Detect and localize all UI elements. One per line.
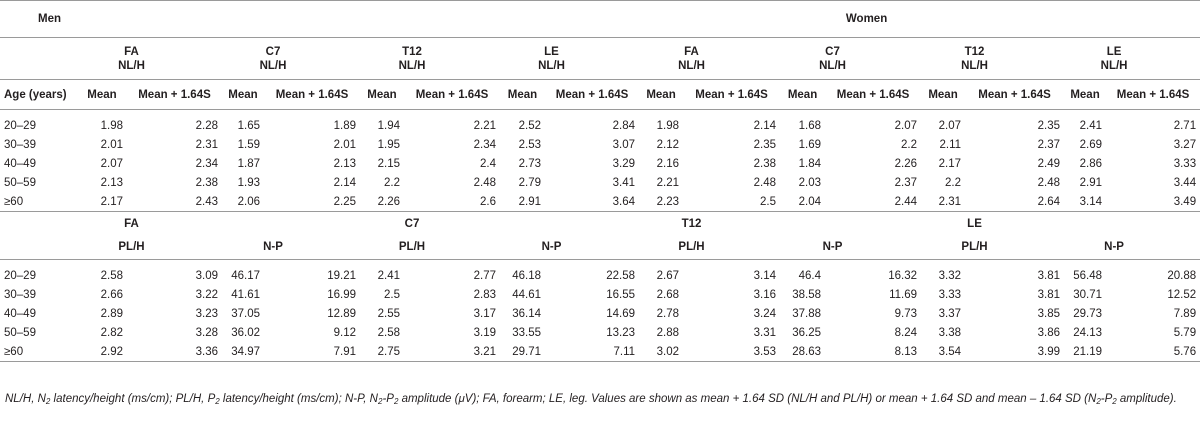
mean-sd-column-header: Mean + 1.64S (127, 80, 222, 110)
bottom-site-header: LE (921, 212, 1064, 236)
mean-sd-column-header: Mean + 1.64S (683, 80, 780, 110)
top-data-body (0, 110, 1200, 212)
value-cell: 2.34 (195, 158, 218, 170)
value-cell: 2.48 (473, 177, 496, 189)
value-cell: 12.52 (1167, 289, 1197, 301)
value-cell: 3.81 (1037, 289, 1061, 301)
bottom-measure-header: PL/H (77, 236, 222, 260)
value-cell: 3.64 (545, 193, 639, 212)
table-row (0, 193, 1200, 212)
table-row (0, 260, 1200, 286)
value-cell: 2.07 (938, 120, 962, 133)
value-cell: 2.13 (333, 158, 356, 170)
value-cell: 2.23 (639, 193, 683, 212)
value-cell: 2.31 (921, 193, 965, 212)
value-cell: 24.13 (1073, 327, 1103, 339)
value-cell: 2.92 (77, 343, 127, 362)
value-cell: 37.05 (231, 308, 260, 320)
site-header: LE NL/H (1100, 45, 1128, 72)
value-cell: 2.49 (1037, 158, 1061, 170)
value-cell: 1.65 (237, 120, 260, 133)
value-cell: 2.21 (473, 120, 496, 133)
value-cell: 8.24 (894, 327, 918, 339)
table-row (0, 343, 1200, 362)
mean-column-header: Mean (222, 80, 264, 110)
value-cell: 5.79 (1173, 327, 1197, 339)
value-cell: 56.48 (1073, 270, 1103, 283)
value-cell: 3.33 (938, 289, 962, 301)
value-cell: 33.55 (512, 327, 541, 339)
value-cell: 3.27 (1173, 139, 1197, 151)
value-cell: 2.86 (1079, 158, 1103, 170)
value-cell: 3.09 (195, 270, 218, 283)
value-cell: 3.31 (753, 327, 777, 339)
table-footnote: NL/H, $N_2$ latency/height (ms/cm); PL/H, $P_2$ latency/height (ms/cm); N-P, $N_2-P_2$ amplitude (μV); FA, forearm; LE, leg. Values are shown as mean + 1.64 SD (NL/H and PL/H) or mean + 1.64 SD and mean – 1.64 SD ($N_2-P_2$ amplitude). (5, 393, 1177, 406)
value-cell: 1.98 (656, 120, 680, 133)
value-cell: 2.67 (656, 270, 680, 283)
value-cell: 2.37 (1037, 139, 1061, 151)
value-cell: 2.64 (965, 193, 1064, 212)
value-cell: 2.07 (894, 120, 918, 133)
bottom-site-header-row (0, 212, 1200, 236)
value-cell: 3.86 (1037, 327, 1061, 339)
value-cell: 2.78 (656, 308, 680, 320)
value-cell: 3.49 (1106, 193, 1200, 212)
site-header: LE NL/H (538, 45, 565, 72)
value-cell: 3.33 (1173, 158, 1197, 170)
value-cell: 2.37 (894, 177, 918, 189)
value-cell: 2.73 (518, 158, 541, 170)
value-cell: 12.89 (327, 308, 356, 320)
value-cell: 34.97 (222, 343, 264, 362)
value-cell: 2.26 (894, 158, 918, 170)
age-group-cell: 50–59 (4, 177, 36, 189)
value-cell: 3.36 (127, 343, 222, 362)
value-cell: 2.01 (333, 139, 356, 151)
value-cell: 3.16 (753, 289, 777, 301)
value-cell: 3.38 (938, 327, 962, 339)
value-cell: 21.19 (1064, 343, 1106, 362)
site-header: FA NL/H (678, 45, 705, 72)
value-cell: 3.99 (965, 343, 1064, 362)
value-cell: 2.34 (473, 139, 496, 151)
value-cell: 2.91 (500, 193, 545, 212)
value-cell: 2.77 (473, 270, 496, 283)
value-cell: 16.99 (327, 289, 356, 301)
table-row (0, 324, 1200, 343)
value-cell: 2.58 (377, 327, 400, 339)
value-cell: 2.2 (384, 177, 400, 189)
value-cell: 2.89 (100, 308, 123, 320)
age-group-cell: 20–29 (4, 120, 36, 133)
value-cell: 28.63 (780, 343, 825, 362)
value-cell: 2.82 (100, 327, 123, 339)
value-cell: 46.17 (231, 270, 260, 283)
value-cell: 2.16 (656, 158, 680, 170)
value-cell: 1.93 (237, 177, 260, 189)
group-header-row (0, 1, 1200, 38)
value-cell: 2.11 (939, 139, 962, 151)
bottom-measure-header-row (0, 236, 1200, 260)
bottom-measure-header: PL/H (639, 236, 780, 260)
table-row (0, 305, 1200, 324)
value-cell: 41.61 (231, 289, 260, 301)
value-cell: 37.88 (792, 308, 822, 320)
value-cell: 7.11 (545, 343, 639, 362)
bottom-amplitude-header: N-P (1064, 236, 1200, 260)
table-row (0, 174, 1200, 193)
value-cell: 16.32 (888, 270, 918, 283)
value-cell: 1.59 (237, 139, 260, 151)
value-cell: 9.73 (894, 308, 918, 320)
women-group-label: Women (639, 1, 1200, 38)
value-cell: 3.14 (1064, 193, 1106, 212)
bottom-site-header: C7 (360, 212, 500, 236)
value-cell: 2.75 (360, 343, 404, 362)
value-cell: 3.81 (1037, 270, 1061, 283)
age-group-cell: ≥60 (0, 343, 77, 362)
bottom-site-header: FA (77, 212, 222, 236)
site-header-row (0, 38, 1200, 80)
table-row (0, 110, 1200, 136)
value-cell: 2.38 (753, 158, 777, 170)
value-cell: 3.53 (683, 343, 780, 362)
value-cell: 3.21 (404, 343, 500, 362)
column-header-row (0, 80, 1200, 110)
bottom-site-header: T12 (639, 212, 780, 236)
bottom-measure-header: PL/H (921, 236, 1064, 260)
value-cell: 2.58 (100, 270, 123, 283)
value-cell: 1.98 (100, 120, 123, 133)
mean-sd-column-header: Mean + 1.64S (1106, 80, 1200, 110)
value-cell: 30.71 (1073, 289, 1103, 301)
bottom-amplitude-header: N-P (222, 236, 360, 260)
value-cell: 16.55 (606, 289, 636, 301)
value-cell: 3.24 (753, 308, 777, 320)
value-cell: 1.87 (237, 158, 260, 170)
value-cell: 8.13 (825, 343, 921, 362)
value-cell: 36.02 (231, 327, 260, 339)
table-row (0, 286, 1200, 305)
value-cell: 3.29 (612, 158, 636, 170)
value-cell: 36.14 (512, 308, 541, 320)
value-cell: 2.68 (656, 289, 680, 301)
value-cell: 2.35 (753, 139, 777, 151)
value-cell: 2.06 (222, 193, 264, 212)
value-cell: 11.69 (889, 289, 918, 301)
value-cell: 3.07 (612, 139, 636, 151)
value-cell: 2.38 (195, 177, 218, 189)
mean-column-header: Mean (639, 80, 683, 110)
value-cell: 2.48 (1037, 177, 1061, 189)
value-cell: 2.43 (127, 193, 222, 212)
value-cell: 2.15 (377, 158, 400, 170)
mean-column-header: Mean (360, 80, 404, 110)
value-cell: 2.17 (938, 158, 962, 170)
value-cell: 3.28 (195, 327, 218, 339)
age-group-cell: 50–59 (4, 327, 36, 339)
site-header: FA NL/H (118, 45, 145, 72)
value-cell: 3.17 (473, 308, 496, 320)
value-cell: 2.91 (1079, 177, 1103, 189)
value-cell: 3.85 (1037, 308, 1061, 320)
value-cell: 36.25 (792, 327, 822, 339)
value-cell: 3.02 (639, 343, 683, 362)
value-cell: 1.68 (798, 120, 822, 133)
value-cell: 3.32 (938, 270, 962, 283)
mean-column-header: Mean (780, 80, 825, 110)
value-cell: 2.88 (656, 327, 680, 339)
value-cell: 2.01 (100, 139, 123, 151)
age-group-cell: 30–39 (4, 139, 36, 151)
value-cell: 7.91 (264, 343, 360, 362)
value-cell: 2.2 (945, 177, 962, 189)
value-cell: 2.48 (753, 177, 777, 189)
site-header: T12 NL/H (961, 45, 988, 72)
value-cell: 20.88 (1167, 270, 1197, 283)
value-cell: 2.53 (518, 139, 541, 151)
value-cell: 2.2 (901, 139, 918, 151)
value-cell: 1.69 (798, 139, 822, 151)
value-cell: 3.19 (473, 327, 496, 339)
value-cell: 5.76 (1106, 343, 1200, 362)
mean-column-header: Mean (921, 80, 965, 110)
value-cell: 2.03 (798, 177, 822, 189)
value-cell: 2.14 (333, 177, 356, 189)
value-cell: 2.52 (518, 120, 541, 133)
value-cell: 2.4 (480, 158, 496, 170)
value-cell: 1.84 (798, 158, 822, 170)
value-cell: 38.58 (792, 289, 822, 301)
site-header: T12 NL/H (398, 45, 426, 72)
value-cell: 2.26 (360, 193, 404, 212)
value-cell: 2.66 (100, 289, 123, 301)
mean-sd-column-header: Mean + 1.64S (825, 80, 921, 110)
site-header: C7 NL/H (259, 45, 287, 72)
bottom-amplitude-header: N-P (500, 236, 639, 260)
value-cell: 2.69 (1079, 139, 1103, 151)
value-cell: 3.44 (1173, 177, 1197, 189)
site-header: C7 NL/H (819, 45, 846, 72)
age-group-cell: 40–49 (4, 308, 36, 320)
value-cell: 1.94 (377, 120, 400, 133)
mean-column-header: Mean (1064, 80, 1106, 110)
value-cell: 19.21 (327, 270, 356, 283)
value-cell: 2.79 (518, 177, 541, 189)
value-cell: 2.41 (377, 270, 400, 283)
value-cell: 29.73 (1073, 308, 1103, 320)
value-cell: 2.12 (656, 139, 680, 151)
mean-sd-column-header: Mean + 1.64S (404, 80, 500, 110)
value-cell: 2.28 (195, 120, 218, 133)
value-cell: 13.23 (606, 327, 636, 339)
value-cell: 2.21 (656, 177, 680, 189)
value-cell: 2.04 (780, 193, 825, 212)
value-cell: 46.4 (798, 270, 822, 283)
value-cell: 2.71 (1173, 120, 1197, 133)
value-cell: 2.5 (384, 289, 400, 301)
value-cell: 3.23 (195, 308, 218, 320)
value-cell: 2.83 (473, 289, 496, 301)
value-cell: 22.58 (606, 270, 636, 283)
value-cell: 7.89 (1173, 308, 1197, 320)
bottom-data-body (0, 260, 1200, 362)
value-cell: 2.6 (404, 193, 500, 212)
value-cell: 2.17 (77, 193, 127, 212)
value-cell: 2.07 (100, 158, 123, 170)
age-group-cell: 30–39 (4, 289, 36, 301)
value-cell: 3.14 (753, 270, 777, 283)
bottom-amplitude-header: N-P (780, 236, 921, 260)
value-cell: 2.25 (264, 193, 360, 212)
mean-sd-column-header: Mean + 1.64S (545, 80, 639, 110)
value-cell: 2.14 (753, 120, 777, 133)
men-group-label: Men (0, 1, 639, 38)
value-cell: 3.54 (921, 343, 965, 362)
value-cell: 2.35 (1037, 120, 1061, 133)
value-cell: 3.37 (938, 308, 962, 320)
value-cell: 14.69 (606, 308, 636, 320)
age-group-cell: 20–29 (4, 270, 36, 283)
value-cell: 2.55 (377, 308, 400, 320)
age-group-cell: 40–49 (4, 158, 36, 170)
bottom-measure-header: PL/H (360, 236, 500, 260)
value-cell: 1.95 (377, 139, 400, 151)
value-cell: 46.18 (512, 270, 541, 283)
mean-sd-column-header: Mean + 1.64S (264, 80, 360, 110)
table-row (0, 155, 1200, 174)
age-column-header: Age (years) (0, 80, 77, 110)
value-cell: 44.61 (512, 289, 541, 301)
value-cell: 3.41 (612, 177, 636, 189)
value-cell: 2.41 (1079, 120, 1103, 133)
value-cell: 29.71 (500, 343, 545, 362)
mean-sd-column-header: Mean + 1.64S (965, 80, 1064, 110)
value-cell: 2.13 (100, 177, 123, 189)
value-cell: 1.89 (333, 120, 356, 133)
value-cell: 2.31 (195, 139, 218, 151)
value-cell: 2.5 (683, 193, 780, 212)
value-cell: 9.12 (333, 327, 356, 339)
value-cell: 3.22 (195, 289, 218, 301)
age-group-cell: ≥60 (0, 193, 77, 212)
mean-column-header: Mean (500, 80, 545, 110)
table-row (0, 136, 1200, 155)
value-cell: 2.84 (612, 120, 636, 133)
value-cell: 2.44 (825, 193, 921, 212)
mean-column-header: Mean (77, 80, 127, 110)
